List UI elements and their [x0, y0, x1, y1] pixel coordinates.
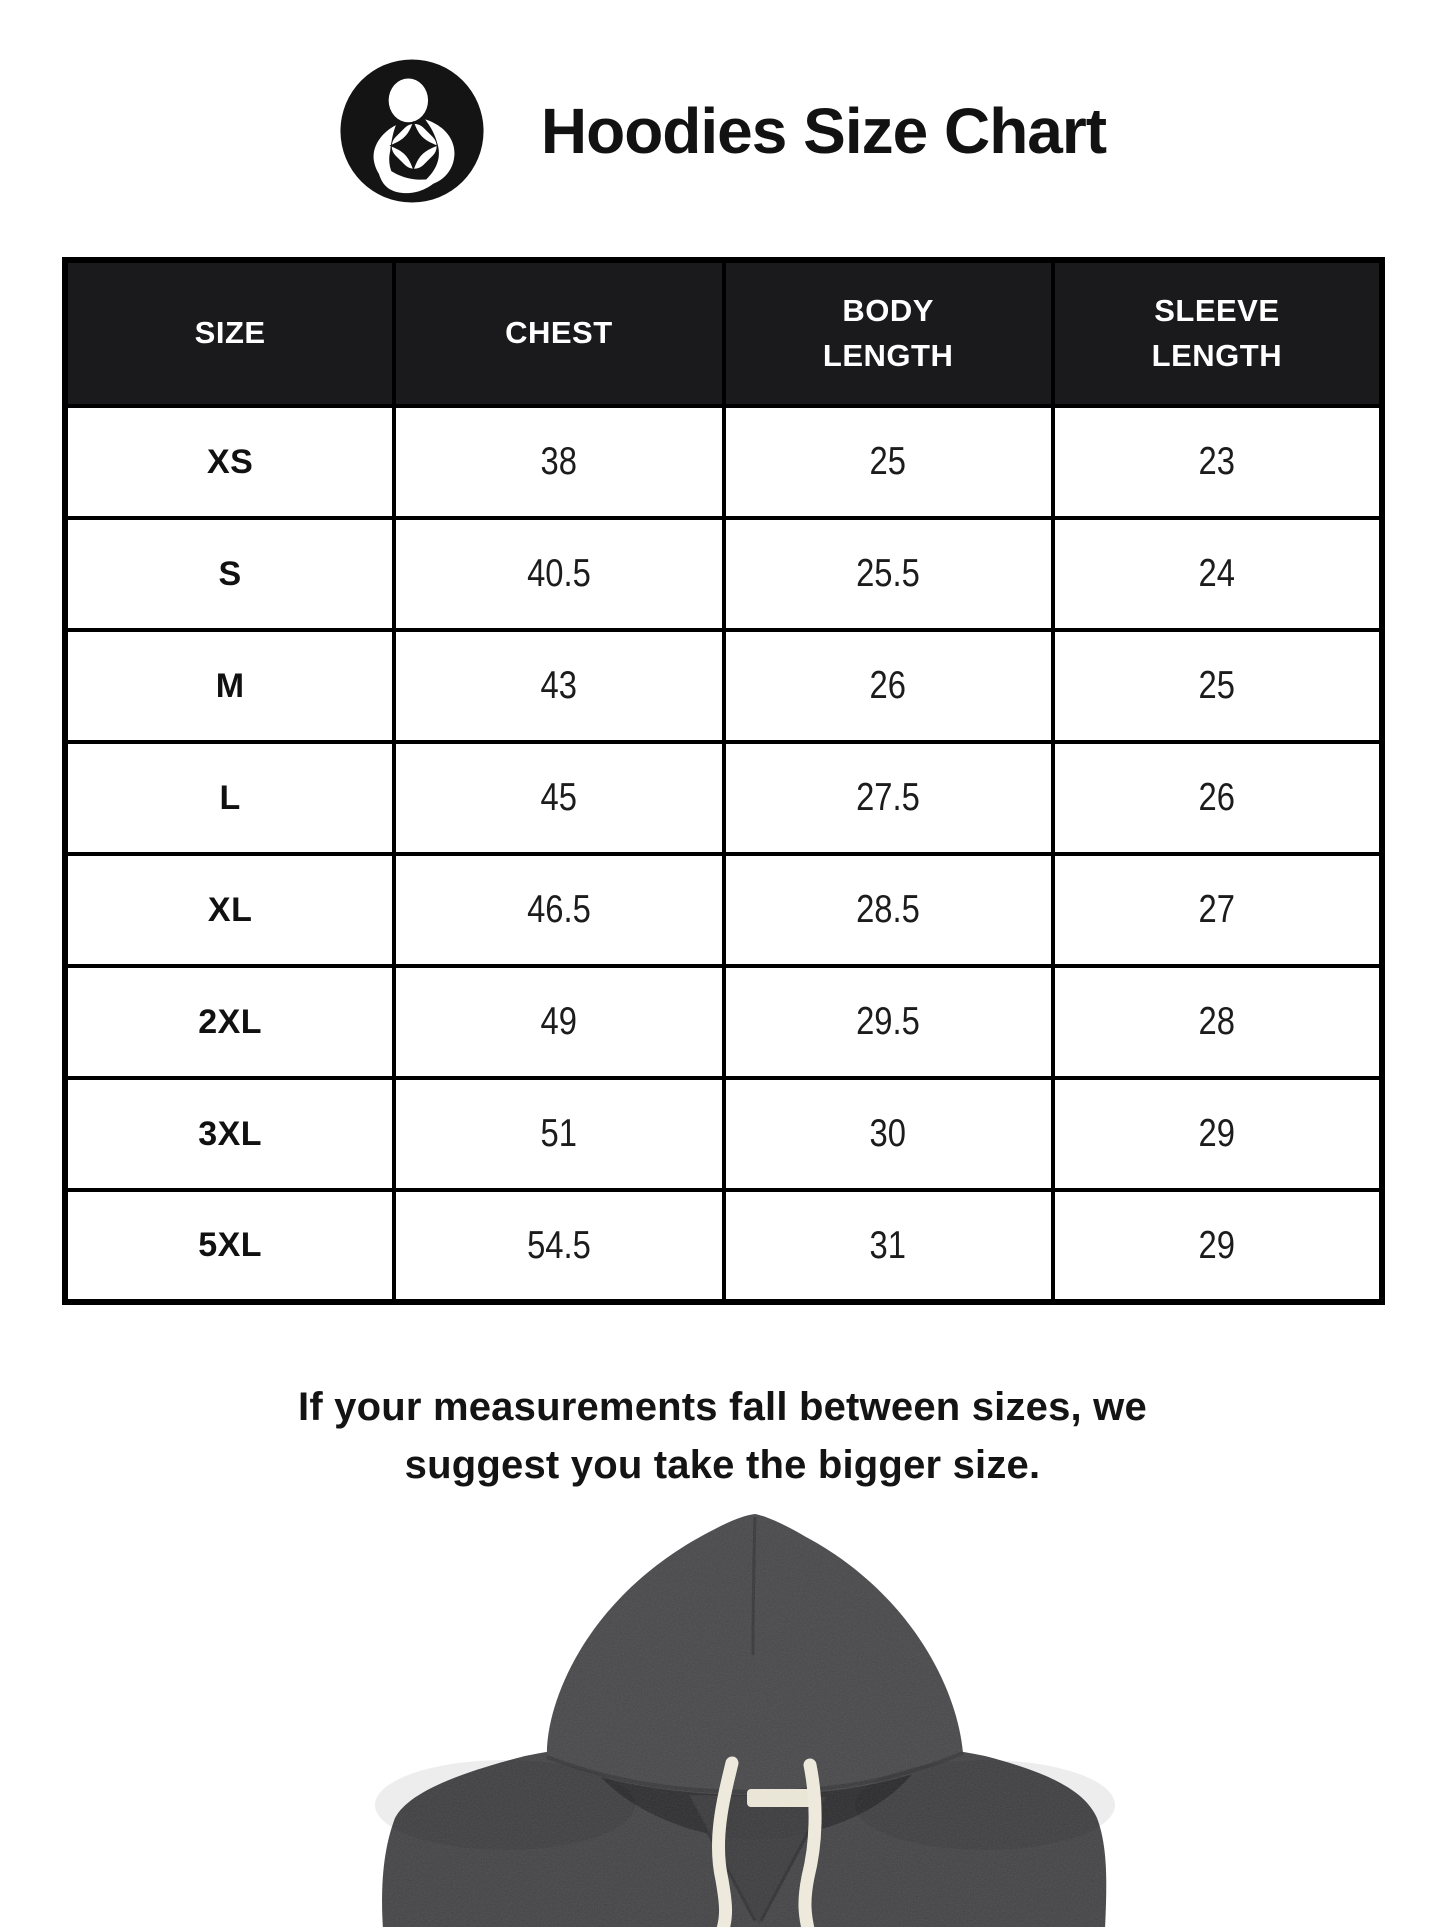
table-row — [65, 630, 1382, 742]
size-cell: XS — [65, 406, 394, 518]
page-title: Hoodies Size Chart — [540, 95, 1107, 167]
sleeve-length-cell: 27 — [1053, 854, 1382, 966]
heather-texture — [285, 1505, 1165, 1927]
size-cell: 2XL — [65, 966, 394, 1078]
table-header-row — [65, 260, 1382, 406]
sizing-note — [0, 1378, 1445, 1494]
body-length-cell: 27.5 — [724, 742, 1053, 854]
sleeve-length-cell: 23 — [1053, 406, 1382, 518]
sizing-note-line2: suggest you take the bigger size. — [404, 1443, 1041, 1487]
chest-cell: 43 — [394, 630, 723, 742]
mother-holding-baby-icon — [339, 58, 485, 204]
chest-cell: 38 — [394, 406, 723, 518]
table-row — [65, 742, 1382, 854]
sleeve-length-cell: 26 — [1053, 742, 1382, 854]
body-length-cell: 25 — [724, 406, 1053, 518]
hoodie-illustration — [285, 1505, 1165, 1927]
size-chart-table — [62, 257, 1385, 1305]
body-length-cell: 30 — [724, 1078, 1053, 1190]
table-row — [65, 1078, 1382, 1190]
sizing-note-line1: If your measurements fall between sizes, we — [298, 1385, 1147, 1429]
table-row — [65, 1190, 1382, 1302]
size-cell: XL — [65, 854, 394, 966]
hoodie-product-image — [285, 1505, 1165, 1927]
chest-cell: 45 — [394, 742, 723, 854]
size-cell: 3XL — [65, 1078, 394, 1190]
size-cell: L — [65, 742, 394, 854]
size-cell: S — [65, 518, 394, 630]
column-header-body-length: BODY LENGTH — [724, 260, 1053, 406]
body-length-cell: 26 — [724, 630, 1053, 742]
column-header-sleeve-length: SLEEVE LENGTH — [1053, 260, 1382, 406]
table-row — [65, 966, 1382, 1078]
sleeve-length-cell: 29 — [1053, 1190, 1382, 1302]
table-row — [65, 518, 1382, 630]
table-row — [65, 854, 1382, 966]
table-row — [65, 406, 1382, 518]
size-cell: M — [65, 630, 394, 742]
chest-cell: 51 — [394, 1078, 723, 1190]
sleeve-length-cell: 29 — [1053, 1078, 1382, 1190]
body-length-cell: 28.5 — [724, 854, 1053, 966]
sleeve-length-cell: 24 — [1053, 518, 1382, 630]
body-length-cell: 25.5 — [724, 518, 1053, 630]
logo-head — [389, 78, 428, 122]
sleeve-length-cell: 28 — [1053, 966, 1382, 1078]
chest-cell: 40.5 — [394, 518, 723, 630]
size-cell: 5XL — [65, 1190, 394, 1302]
chest-cell: 49 — [394, 966, 723, 1078]
column-header-size: SIZE — [65, 260, 394, 406]
chest-cell: 54.5 — [394, 1190, 723, 1302]
chest-cell: 46.5 — [394, 854, 723, 966]
sleeve-length-cell: 25 — [1053, 630, 1382, 742]
column-header-chest: CHEST — [394, 260, 723, 406]
brand-header — [0, 58, 1445, 204]
body-length-cell: 29.5 — [724, 966, 1053, 1078]
body-length-cell: 31 — [724, 1190, 1053, 1302]
